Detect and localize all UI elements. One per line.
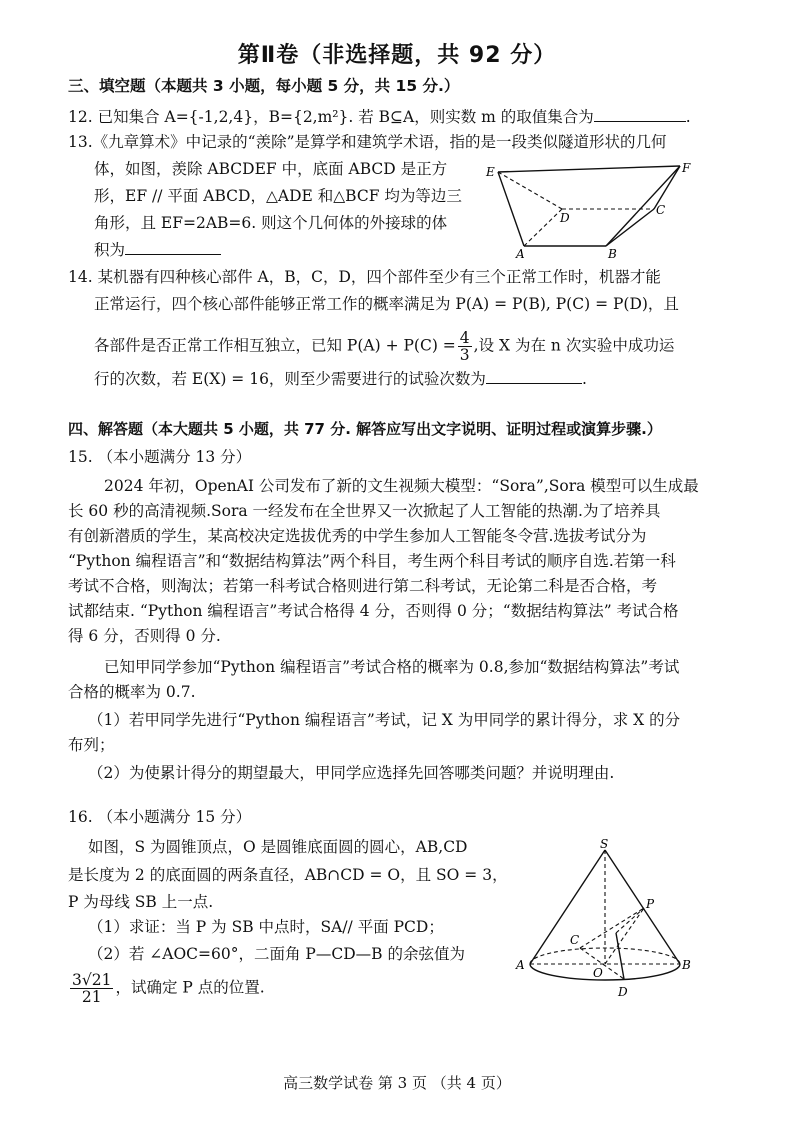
q13-line1: 13.《九章算术》中记录的“羡除”是算学和建筑学术语，指的是一段类似隧道形状的几何 [68,133,667,151]
fig16-label-P: P [646,897,655,911]
section3-heading: 三、填空题（本题共 3 小题，每小题 5 分，共 15 分.） [68,77,460,95]
q13-line5 [94,239,221,261]
q14-line4: 行的次数，若 E(X) = 16，则至少需要进行的试验次数为 . [94,370,587,388]
q15-para2-line2: 合格的概率为 0.7. [68,683,196,701]
q16-fraction [70,972,113,1005]
fig16-label-B: B [682,958,691,972]
q12: 12. 已知集合 A={-1,2,4}，B={2,m²}. 若 B⊆A，则实数 m 的取值集合为 . [68,108,691,126]
fig13-label-F: F [682,161,691,175]
q14-line3-b: ,设 X 为在 n 次实验中成功运 [473,336,675,355]
fig13-label-A: A [516,247,525,261]
q16-frac-num: 3√21 [72,971,112,989]
q15-sub1-line1: （1）若甲同学先进行“Python 编程语言”考试，记 X 为甲同学的累计得分，求 X 的分 [88,711,681,729]
q16-line2: 是长度为 2 的底面圆的两条直径，AB∩CD = O，且 SO = 3， [68,866,508,884]
q13-line4: 角形，且 EF=2AB=6. 则这个几何体的外接球的体 [94,214,448,232]
page-footer: 高三数学试卷 第 3 页 （共 4 页） [283,1074,511,1092]
q16-line3: P 为母线 SB 上一点. [68,893,214,911]
q16-sub2: （2）若 ∠AOC=60°，二面角 P—CD—B 的余弦值为 [88,945,465,963]
q16-sub2-cont [68,972,265,1005]
q16-line1: 如图，S 为圆锥顶点，O 是圆锥底面圆的圆心，AB,CD [88,838,468,856]
q14-line3 [94,330,674,363]
q14-line2: 正常运行，四个核心部件能够正常工作的概率满足为 P(A) = P(B), P(C) = P(D)，且 [94,295,679,313]
q15-para1-line7: 得 6 分，否则得 0 分. [68,627,221,645]
q15-para1-line4: “Python 编程语言”和“数据结构算法”两个科目，考生两个科目考试的顺序自选.若第一科 [68,552,676,570]
q15-para1-line1: 2024 年初，OpenAI 公司发布了新的文生视频大模型：“Sora”,Sora 模型可以生成最 [104,477,699,495]
q14-answer-blank [486,368,582,384]
q13-line2: 体，如图，羡除 ABCDEF 中，底面 ABCD 是正方 [94,160,448,178]
fig16-label-D: D [618,985,628,999]
q13-line5-text: 积为 [94,241,126,259]
q15-sub2: （2）为使累计得分的期望最大，甲同学应选择先回答哪类问题？并说明理由. [88,764,615,782]
fig13-label-B: B [608,247,617,261]
page-title: 第Ⅱ卷（非选择题，共 92 分） [237,43,557,68]
q16-frac-den: 21 [81,988,102,1006]
fig16-label-A: A [516,958,525,972]
fig13-label-E: E [486,165,495,179]
q15-heading: 15. （本小题满分 13 分） [68,448,252,466]
fig13-label-D: D [560,211,570,225]
q13-answer-blank [125,239,221,255]
q14-line1: 14. 某机器有四种核心部件 A，B，C，D，四个部件至少有三个正常工作时，机器才能 [68,268,661,286]
q14-line3-a: 各部件是否正常工作相互独立，已知 P(A) + P(C) = [94,336,456,355]
fig16-label-S: S [600,838,609,851]
q13-line3: 形，EF // 平面 ABCD，△ADE 和△BCF 均为等边三 [94,187,462,205]
fig13-label-C: C [656,203,666,217]
q16-sub1: （1）求证：当 P 为 SB 中点时，SA// 平面 PCD； [88,918,444,936]
q15-para1-line6: 试都结束. “Python 编程语言”考试合格得 4 分，否则得 0 分；“数据结构算法” 考试合格 [68,602,679,620]
q15-para1-line3: 有创新潜质的学生，某高校决定选拔优秀的中学生参加人工智能冬令营.选拔考试分为 [68,527,647,545]
q15-para1-line5: 考试不合格，则淘汰；若第一科考试合格则进行第二科考试，无论第二科是否合格，考 [68,577,658,595]
q16-sub2-tail: ，试确定 P 点的位置. [115,978,265,997]
q15-para2-line1: 已知甲同学参加“Python 编程语言”考试合格的概率为 0.8,参加“数据结构算法”考试 [104,658,680,676]
q12-text: 12. 已知集合 A={-1,2,4}，B={2,m²}. 若 B⊆A，则实数 m 的取值集合为 [68,108,594,126]
q14-line4-text: 行的次数，若 E(X) = 16，则至少需要进行的试验次数为 [94,370,486,388]
q14-frac-den: 3 [459,346,470,364]
q12-answer-blank [594,106,686,122]
q15-sub1-line2: 布列； [68,736,115,754]
figure-q13-xianchu [482,158,702,262]
q15-para1-line2: 长 60 秒的高清视频.Sora 一经发布在全世界又一次掀起了人工智能的热潮.为了培养具 [68,502,661,520]
q16-heading: 16. （本小题满分 15 分） [68,808,252,826]
fig16-label-O: O [593,966,603,980]
q14-frac-num: 4 [459,329,470,347]
fig16-label-C: C [570,933,580,947]
figure-q16-cone [510,838,700,1006]
q14-fraction [458,330,472,363]
section4-heading: 四、解答题（本大题共 5 小题，共 77 分. 解答应写出文字说明、证明过程或演算步骤.） [68,420,662,438]
